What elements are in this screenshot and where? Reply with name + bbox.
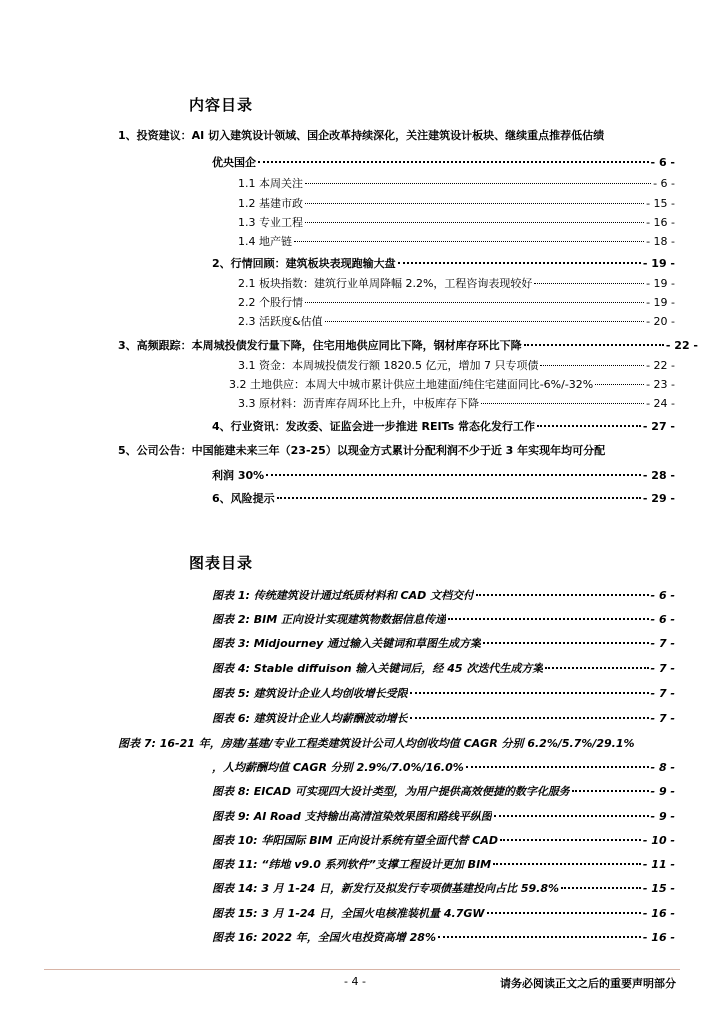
- fig-entry-page: - 10 -: [642, 834, 675, 847]
- toc-entry-page: - 23 -: [646, 378, 675, 391]
- toc-entry-3-2[interactable]: [229, 376, 675, 393]
- toc-entry-1-4[interactable]: [238, 233, 675, 250]
- toc-entry-page: - 27 -: [642, 420, 675, 433]
- toc-entry-page: - 19 -: [646, 296, 675, 309]
- footer-disclaimer: 请务必阅读正文之后的重要声明部分: [500, 977, 676, 990]
- leader-dots: [476, 594, 648, 596]
- fig-entry-text: 图表 10: 华阳国际 BIM 正向设计系统有望全面代替 CAD: [212, 834, 498, 847]
- toc-entry-page: - 19 -: [642, 257, 675, 270]
- toc-entry-1-cont[interactable]: [212, 154, 675, 171]
- figures-title: 图表目录: [189, 554, 254, 572]
- toc-entry-text: 3、高频跟踪：本周城投债发行量下降，住宅用地供应同比下降，钢材库存环比下降: [118, 339, 522, 352]
- leader-dots: [537, 425, 641, 427]
- fig-entry-6[interactable]: [212, 710, 675, 727]
- toc-entry-text: 1.1 本周关注: [238, 177, 303, 190]
- toc-entry-text: 1.2 基建市政: [238, 197, 303, 210]
- fig-entry-text: 图表 3: Midjourney 通过输入关键词和草图生成方案: [212, 637, 482, 650]
- fig-entry-text: 图表 5: 建筑设计企业人均创收增长受限: [212, 687, 408, 700]
- toc-entry-1[interactable]: [118, 127, 678, 144]
- leader-dots: [398, 262, 641, 264]
- toc-entry-text: 2、行情回顾：建筑板块表现跑输大盘: [212, 257, 396, 270]
- toc-entry-text: 2.3 活跃度&估值: [238, 315, 323, 328]
- toc-entry-text: 4、行业资讯：发改委、证监会进一步推进 REITs 常态化发行工作: [212, 420, 535, 433]
- fig-entry-text: 图表 2: BIM 正向设计实现建筑物数据信息传递: [212, 613, 446, 626]
- toc-entry-1-2[interactable]: [238, 195, 675, 212]
- leader-dots: [500, 839, 641, 841]
- fig-entry-page: - 9 -: [650, 785, 675, 798]
- toc-entry-text: 1.4 地产链: [238, 235, 292, 248]
- toc-entry-page: - 22 -: [665, 339, 698, 352]
- fig-entry-text: 图表 1: 传统建筑设计通过纸质材料和 CAD 文档交付: [212, 589, 475, 602]
- leader-dots: [410, 692, 649, 694]
- toc-entry-5-cont[interactable]: [212, 467, 675, 484]
- leader-dots: [572, 790, 649, 792]
- leader-dots: [294, 241, 644, 242]
- leader-dots: [545, 667, 648, 669]
- toc-entry-page: - 22 -: [646, 359, 675, 372]
- toc-entry-text: 3.1 资金：本周城投债发行额 1820.5 亿元，增加 7 只专项债: [238, 359, 539, 372]
- toc-entry-1-1[interactable]: [238, 175, 675, 192]
- leader-dots: [448, 618, 649, 620]
- fig-entry-1[interactable]: [212, 587, 675, 604]
- toc-entry-text: 1.3 专业工程: [238, 216, 303, 229]
- fig-entry-text: 图表 8: EICAD 可实现四大设计类型，为用户提供高效便捷的数字化服务: [212, 785, 570, 798]
- fig-entry-10[interactable]: [212, 832, 675, 849]
- fig-entry-page: - 6 -: [650, 613, 675, 626]
- toc-entry-page: - 20 -: [646, 315, 675, 328]
- toc-entry-text: 优央国企: [212, 156, 256, 169]
- leader-dots: [487, 912, 641, 914]
- toc-entry-text: 3.3 原材料：沥青库存周环比上升，中板库存下降: [238, 397, 479, 410]
- toc-entry-text: 5、公司公告：中国能建未来三年（23-25）以现金方式累计分配利润不少于近 3 年实现年均可分配: [118, 444, 606, 457]
- toc-entry-2-1[interactable]: [238, 275, 675, 292]
- fig-entry-page: - 9 -: [650, 810, 675, 823]
- leader-dots: [325, 321, 644, 322]
- fig-entry-page: - 7 -: [650, 712, 675, 725]
- toc-entry-text: 2.2 个股行情: [238, 296, 303, 309]
- fig-entry-text: 图表 9: AI Road 支持输出高清渲染效果图和路线平纵图: [212, 810, 492, 823]
- fig-entry-page: - 7 -: [650, 662, 675, 675]
- fig-entry-page: - 16 -: [642, 907, 675, 920]
- toc-entry-3-3[interactable]: [238, 395, 675, 412]
- leader-dots: [305, 222, 644, 223]
- fig-entry-text: 图表 4: Stable diffuison 输入关键词后，经 45 次迭代生成方案: [212, 662, 544, 675]
- leader-dots: [305, 183, 651, 184]
- leader-dots: [534, 283, 644, 284]
- toc-entry-page: - 24 -: [646, 397, 675, 410]
- toc-entry-page: - 15 -: [646, 197, 675, 210]
- fig-entry-4[interactable]: [212, 660, 675, 677]
- toc-entry-page: - 19 -: [646, 277, 675, 290]
- fig-entry-page: - 8 -: [650, 761, 675, 774]
- toc-entry-page: - 16 -: [646, 216, 675, 229]
- fig-entry-text: 图表 16: 2022 年，全国火电投资高增 28%: [212, 931, 436, 944]
- leader-dots: [481, 403, 644, 404]
- leader-dots: [305, 203, 644, 204]
- leader-dots: [410, 717, 649, 719]
- leader-dots: [258, 161, 649, 163]
- fig-entry-page: - 6 -: [650, 589, 675, 602]
- toc-entry-text: 6、风险提示: [212, 492, 275, 505]
- fig-entry-14[interactable]: [212, 880, 675, 897]
- leader-dots: [466, 766, 649, 768]
- fig-entry-text: 图表 11: “纬地 v9.0 系列软件”支撑工程设计更加 BIM: [212, 858, 492, 871]
- fig-entry-text: ，人均薪酬均值 CAGR 分别 2.9%/7.0%/16.0%: [212, 761, 464, 774]
- fig-entry-page: - 7 -: [650, 637, 675, 650]
- leader-dots: [266, 474, 641, 476]
- toc-entry-3-1[interactable]: [238, 357, 675, 374]
- fig-entry-text: 图表 15: 3 月 1-24 日，全国火电核准装机量 4.7GW: [212, 907, 485, 920]
- fig-entry-text: 图表 7: 16-21 年，房建/基建/专业工程类建筑设计公司人均创收均值 CAGR 分别 6.2%/5.7%/29.1%: [118, 737, 635, 750]
- leader-dots: [494, 815, 649, 817]
- toc-entry-text: 1、投资建议：AI 切入建筑设计领域、国企改革持续深化，关注建筑设计板块、继续重点推荐低估绩: [118, 129, 605, 142]
- leader-dots: [483, 642, 648, 644]
- toc-entry-text: 2.1 板块指数：建筑行业单周降幅 2.2%，工程咨询表现较好: [238, 277, 533, 290]
- fig-entry-text: 图表 6: 建筑设计企业人均薪酬波动增长: [212, 712, 408, 725]
- fig-entry-7[interactable]: [118, 735, 680, 752]
- leader-dots: [561, 887, 641, 889]
- fig-entry-text: 图表 14: 3 月 1-24 日，新发行及拟发行专项债基建投向占比 59.8%: [212, 882, 560, 895]
- fig-entry-page: - 15 -: [642, 882, 675, 895]
- contents-title: 内容目录: [189, 96, 254, 114]
- fig-entry-page: - 7 -: [650, 687, 675, 700]
- toc-entry-page: - 18 -: [646, 235, 675, 248]
- leader-dots: [595, 384, 644, 385]
- toc-entry-2-3[interactable]: [238, 313, 675, 330]
- toc-entry-3[interactable]: [118, 337, 698, 354]
- toc-entry-text: 利润 30%: [212, 469, 265, 482]
- leader-dots: [438, 936, 641, 938]
- leader-dots: [524, 344, 664, 346]
- leader-dots: [277, 497, 641, 499]
- fig-entry-11[interactable]: [212, 856, 675, 873]
- footer-page-number: - 4 -: [344, 975, 366, 988]
- toc-entry-page: - 29 -: [642, 492, 675, 505]
- fig-entry-16[interactable]: [212, 929, 675, 946]
- fig-entry-7-cont[interactable]: [212, 759, 675, 776]
- toc-entry-5[interactable]: [118, 442, 678, 459]
- fig-entry-8[interactable]: [212, 783, 675, 800]
- footer-divider: [44, 969, 680, 970]
- fig-entry-5[interactable]: [212, 685, 675, 702]
- fig-entry-3[interactable]: [212, 635, 675, 652]
- toc-entry-6[interactable]: [212, 490, 675, 507]
- toc-entry-4[interactable]: [212, 418, 675, 435]
- fig-entry-page: - 11 -: [642, 858, 675, 871]
- toc-entry-2[interactable]: [212, 255, 675, 272]
- leader-dots: [493, 863, 641, 865]
- toc-entry-page: - 28 -: [642, 469, 675, 482]
- fig-entry-15[interactable]: [212, 905, 675, 922]
- fig-entry-9[interactable]: [212, 808, 675, 825]
- leader-dots: [305, 302, 644, 303]
- fig-entry-page: - 16 -: [642, 931, 675, 944]
- toc-entry-text: 3.2 土地供应：本周大中城市累计供应土地建面/纯住宅建面同比-6%/-32%: [229, 378, 594, 391]
- toc-entry-2-2[interactable]: [238, 294, 675, 311]
- fig-entry-2[interactable]: [212, 611, 675, 628]
- toc-entry-1-3[interactable]: [238, 214, 675, 231]
- toc-entry-page: - 6 -: [653, 177, 675, 190]
- toc-entry-page: - 6 -: [650, 156, 675, 169]
- leader-dots: [540, 365, 644, 366]
